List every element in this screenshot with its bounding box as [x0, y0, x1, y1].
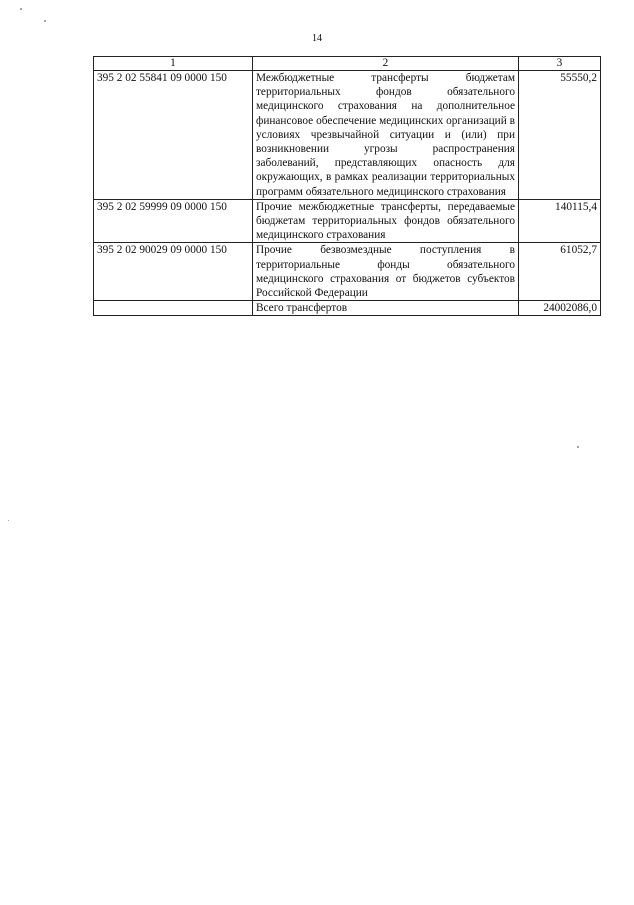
table-row — [94, 243, 601, 301]
column-header: 2 — [253, 57, 519, 71]
budget-code: 395 2 02 59999 09 0000 150 — [94, 199, 253, 243]
revenue-description: Прочие безвозмездные поступления в территориальные фонды обязательного медицинского страхования от бюджетов субъектов Российской Федерации — [253, 243, 519, 301]
table-row — [94, 199, 601, 243]
page-number: 14 — [312, 33, 322, 44]
amount: 61052,7 — [519, 243, 601, 301]
scan-speck — [44, 20, 46, 22]
table-header-row — [94, 57, 601, 71]
total-amount: 24002086,0 — [519, 301, 601, 316]
total-label: Всего трансфертов — [253, 301, 519, 316]
scan-speck — [577, 446, 579, 448]
budget-code: 395 2 02 55841 09 0000 150 — [94, 71, 253, 200]
total-code — [94, 301, 253, 316]
column-header: 1 — [94, 57, 253, 71]
transfers-table — [93, 56, 601, 316]
revenue-description: Прочие межбюджетные трансферты, передаваемые бюджетам территориальных фондов обязательного медицинского страхования — [253, 199, 519, 243]
total-row — [94, 301, 601, 316]
amount: 140115,4 — [519, 199, 601, 243]
amount: 55550,2 — [519, 71, 601, 200]
scan-speck — [8, 520, 9, 521]
column-header: 3 — [519, 57, 601, 71]
scan-speck — [20, 8, 22, 10]
revenue-description: Межбюджетные трансферты бюджетам территориальных фондов обязательного медицинского страхования на дополнительное финансовое обеспечение медицинских организаций в условиях чрезвычайной ситуации и (или) при возникновении угрозы распространения заболеваний, представляющих опасность для окружающих, в рамках реализации территориальных программ обязательного медицинского страхования — [253, 71, 519, 200]
budget-code: 395 2 02 90029 09 0000 150 — [94, 243, 253, 301]
table-row — [94, 71, 601, 200]
